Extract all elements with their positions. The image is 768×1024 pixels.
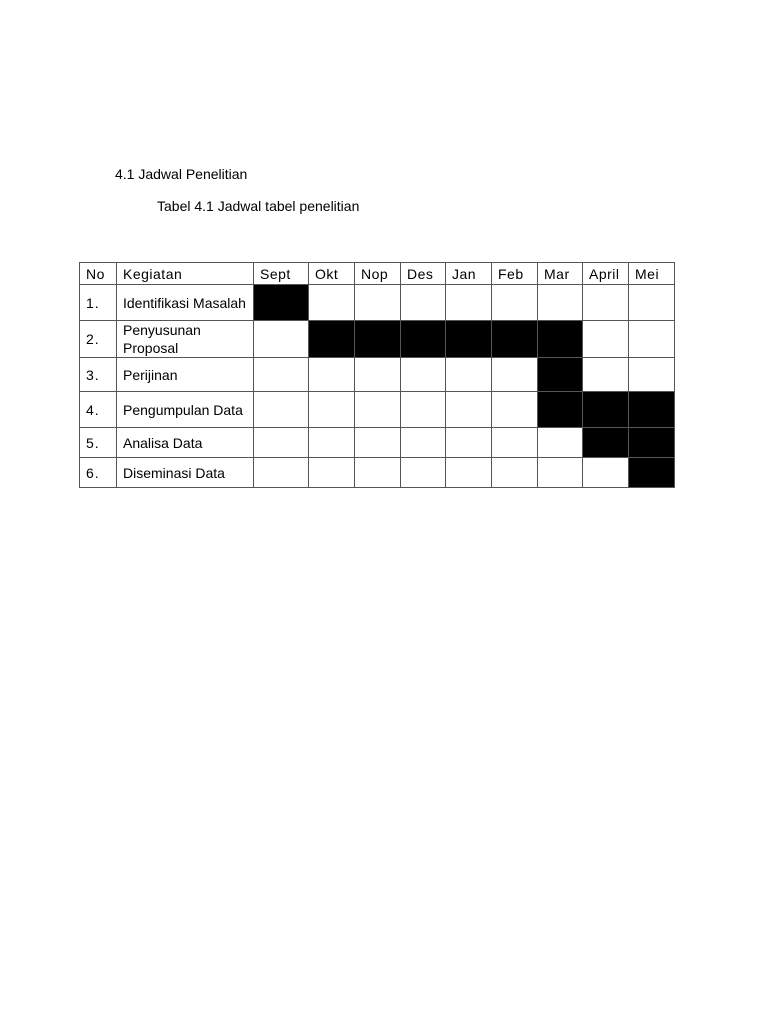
schedule-cell [446, 392, 492, 428]
header-month: Mar [538, 263, 583, 285]
schedule-bar-cell [629, 428, 675, 458]
schedule-cell [446, 285, 492, 321]
schedule-bar-cell [583, 428, 629, 458]
header-month: Des [401, 263, 446, 285]
schedule-cell [538, 458, 583, 488]
header-month: Sept [254, 263, 309, 285]
header-month: April [583, 263, 629, 285]
schedule-cell [254, 428, 309, 458]
schedule-bar-cell [309, 321, 355, 358]
schedule-cell [355, 392, 401, 428]
schedule-cell [492, 285, 538, 321]
row-activity: Penyusunan Proposal [117, 321, 254, 358]
schedule-bar-cell [538, 321, 583, 358]
schedule-cell [492, 358, 538, 392]
row-number: 1. [80, 285, 117, 321]
schedule-cell [401, 358, 446, 392]
row-activity: Pengumpulan Data [117, 392, 254, 428]
schedule-cell [401, 285, 446, 321]
table-row [80, 392, 675, 428]
schedule-bar-cell [538, 358, 583, 392]
schedule-cell [538, 285, 583, 321]
schedule-table [79, 262, 675, 488]
schedule-cell [254, 321, 309, 358]
schedule-cell [401, 392, 446, 428]
table-row [80, 321, 675, 358]
header-activity: Kegiatan [117, 263, 254, 285]
schedule-cell [254, 458, 309, 488]
table-caption: Tabel 4.1 Jadwal tabel penelitian [157, 198, 360, 214]
schedule-cell [583, 458, 629, 488]
row-number: 5. [80, 428, 117, 458]
schedule-cell [492, 458, 538, 488]
schedule-cell [446, 358, 492, 392]
schedule-bar-cell [401, 321, 446, 358]
schedule-bar-cell [492, 321, 538, 358]
table-row [80, 285, 675, 321]
schedule-cell [309, 285, 355, 321]
row-number: 2. [80, 321, 117, 358]
schedule-cell [446, 458, 492, 488]
schedule-cell [629, 285, 675, 321]
schedule-cell [629, 321, 675, 358]
schedule-bar-cell [446, 321, 492, 358]
schedule-cell [583, 285, 629, 321]
schedule-cell [309, 358, 355, 392]
row-number: 3. [80, 358, 117, 392]
schedule-cell [355, 358, 401, 392]
schedule-cell [309, 458, 355, 488]
section-title: 4.1 Jadwal Penelitian [115, 166, 248, 182]
schedule-bar-cell [583, 392, 629, 428]
row-activity: Perijinan [117, 358, 254, 392]
row-activity: Diseminasi Data [117, 458, 254, 488]
schedule-bar-cell [254, 285, 309, 321]
header-month: Okt [309, 263, 355, 285]
header-month: Jan [446, 263, 492, 285]
schedule-cell [355, 285, 401, 321]
schedule-cell [446, 428, 492, 458]
schedule-cell [254, 392, 309, 428]
schedule-cell [492, 428, 538, 458]
row-number: 6. [80, 458, 117, 488]
schedule-cell [401, 458, 446, 488]
schedule-cell [355, 458, 401, 488]
schedule-cell [401, 428, 446, 458]
schedule-cell [254, 358, 309, 392]
header-row [80, 263, 675, 285]
row-activity: Analisa Data [117, 428, 254, 458]
schedule-cell [629, 358, 675, 392]
schedule-bar-cell [355, 321, 401, 358]
table-row [80, 458, 675, 488]
row-activity: Identifikasi Masalah [117, 285, 254, 321]
schedule-cell [538, 428, 583, 458]
schedule-cell [492, 392, 538, 428]
schedule-cell [355, 428, 401, 458]
schedule-bar-cell [629, 392, 675, 428]
header-month: Nop [355, 263, 401, 285]
schedule-cell [309, 428, 355, 458]
row-number: 4. [80, 392, 117, 428]
schedule-cell [583, 321, 629, 358]
schedule-cell [309, 392, 355, 428]
header-month: Mei [629, 263, 675, 285]
header-month: Feb [492, 263, 538, 285]
schedule-bar-cell [538, 392, 583, 428]
schedule-rows [80, 285, 675, 488]
schedule-cell [583, 358, 629, 392]
schedule-bar-cell [629, 458, 675, 488]
schedule-table-container [79, 262, 675, 488]
table-row [80, 428, 675, 458]
table-row [80, 358, 675, 392]
header-no: No [80, 263, 117, 285]
